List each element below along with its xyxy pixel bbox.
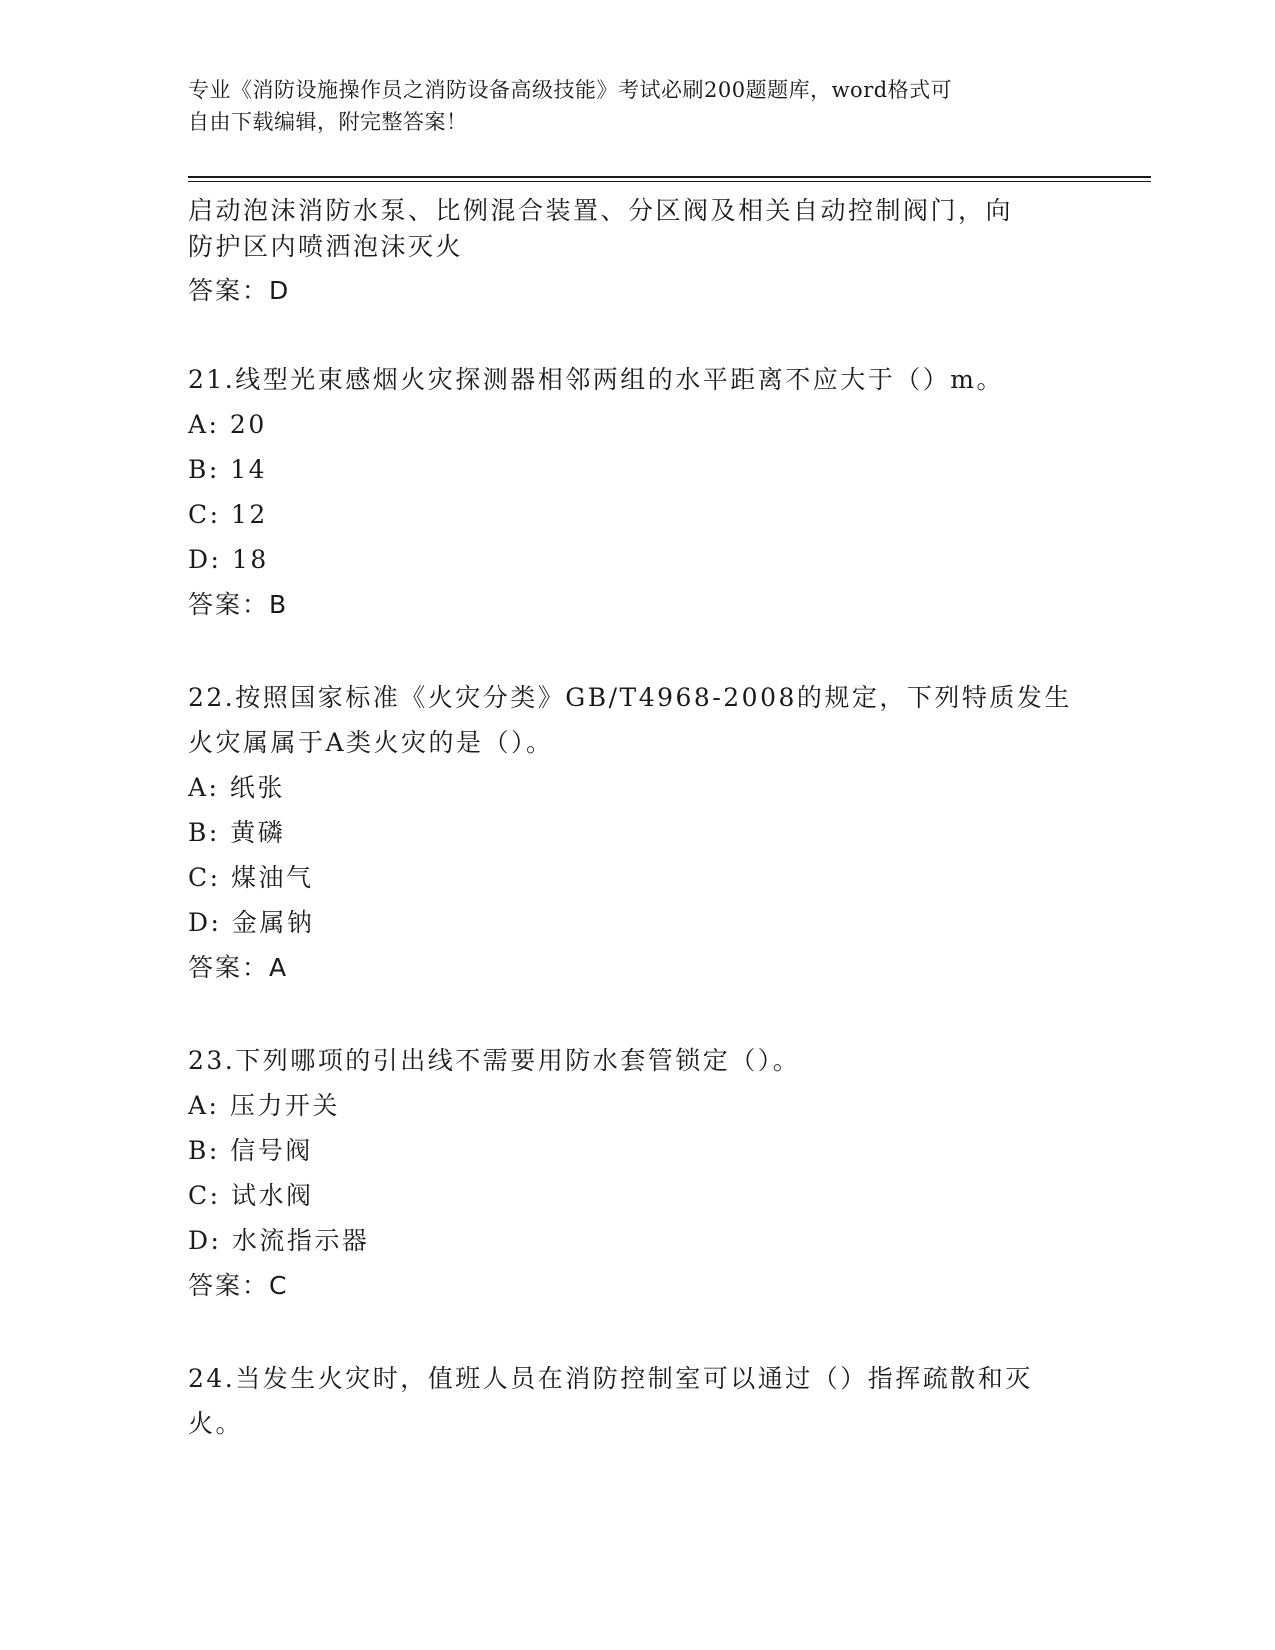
option-c: C: 12 xyxy=(188,500,268,529)
header-line-1: 专业《消防设施操作员之消防设备高级技能》考试必刷200题题库，word格式可 xyxy=(188,78,953,102)
continued-answer: 答案：D xyxy=(188,276,291,305)
question-answer: 答案：A xyxy=(188,953,289,982)
question-answer: 答案：C xyxy=(188,1271,289,1300)
question-stem: 21.线型光束感烟火灾探测器相邻两组的水平距离不应大于（）m。 xyxy=(188,365,1004,394)
continued-question xyxy=(188,193,1088,309)
continued-text-line-1: 启动泡沫消防水泵、比例混合装置、分区阀及相关自动控制阀门，向 xyxy=(188,196,1014,225)
option-d: D: 水流指示器 xyxy=(188,1226,370,1255)
question-stem: 24.当发生火灾时，值班人员在消防控制室可以通过（）指挥疏散和灭 xyxy=(188,1364,1033,1393)
question-stem: 22.按照国家标准《火灾分类》GB/T4968-2008的规定，下列特质发生 xyxy=(188,683,1072,712)
question-stem: 23.下列哪项的引出线不需要用防水套管锁定（）。 xyxy=(188,1046,801,1075)
option-d: D: 金属钠 xyxy=(188,908,315,937)
option-c: C: 试水阀 xyxy=(188,1181,314,1210)
question-21 xyxy=(188,357,1088,627)
question-24 xyxy=(188,1356,1088,1446)
header-rule-thick xyxy=(188,176,1151,178)
option-c: C: 煤油气 xyxy=(188,863,314,892)
option-d: D: 18 xyxy=(188,545,269,574)
question-22 xyxy=(188,675,1088,990)
question-23 xyxy=(188,1038,1088,1308)
continued-text-line-2: 防护区内喷洒泡沫灭火 xyxy=(188,232,464,261)
document-header xyxy=(188,74,1088,138)
option-a: A: 压力开关 xyxy=(188,1091,340,1120)
option-b: B: 14 xyxy=(188,455,268,484)
document-body xyxy=(188,193,1088,1446)
option-b: B: 信号阀 xyxy=(188,1136,313,1165)
option-b: B: 黄磷 xyxy=(188,818,286,847)
header-line-2: 自由下载编辑，附完整答案！ xyxy=(188,110,468,134)
header-rule-thin xyxy=(188,181,1151,182)
question-stem-cont: 火。 xyxy=(188,1409,244,1438)
option-a: A: 20 xyxy=(188,410,267,439)
question-answer: 答案：B xyxy=(188,590,289,619)
option-a: A: 纸张 xyxy=(188,773,285,802)
question-stem-cont: 火灾属属于A类火灾的是（）。 xyxy=(188,728,554,757)
